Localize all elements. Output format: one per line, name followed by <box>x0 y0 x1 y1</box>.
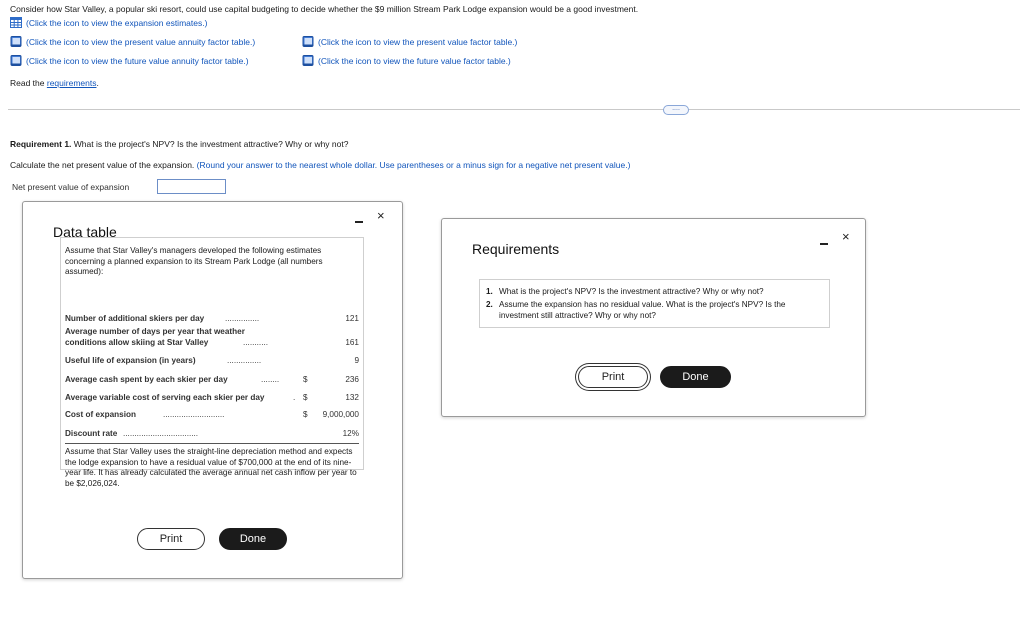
row-leader-dots: . <box>293 393 296 402</box>
book-icon <box>10 55 22 66</box>
requirements-window <box>441 218 866 417</box>
data-table-title: Data table <box>53 224 117 240</box>
npv-input[interactable] <box>157 179 226 194</box>
table-row <box>65 356 359 368</box>
read-prefix: Read the <box>10 78 45 88</box>
data-table-intro: Assume that Star Valley's managers developed the following estimates concerning a planned expansion to its Stream Park Lodge (all numbers assumed): <box>65 246 323 276</box>
row-value: 132 <box>345 393 359 402</box>
requirements-link[interactable]: requirements <box>46 78 97 88</box>
row-leader-dots: ............... <box>227 356 262 365</box>
data-table-outro: Assume that Star Valley uses the straight-line depreciation method and expects the lodge expansion to have a residual value of $700,000 at the end of its nine-year life. It has already calculated the average annual net cash inflow per year to be $2,026,024. <box>65 447 357 488</box>
row-currency: $ <box>303 410 308 419</box>
requirements-list <box>479 279 830 328</box>
minimize-button[interactable] <box>820 233 828 248</box>
table-row <box>65 375 359 387</box>
list-item-text: What is the project's NPV? Is the investment attractive? Why or why not? <box>499 287 764 296</box>
row-label: Average number of days per year that weather <box>65 327 245 336</box>
requirement-1-instruction <box>10 160 630 170</box>
row-value: 121 <box>345 314 359 323</box>
row-label-line2: conditions allow skiing at Star Valley <box>65 338 209 347</box>
print-button[interactable]: Print <box>578 366 648 388</box>
table-row <box>65 410 359 422</box>
read-suffix: . <box>96 78 99 88</box>
table-row <box>65 314 359 326</box>
table-row <box>65 429 359 441</box>
data-table-window <box>22 201 403 579</box>
row-value: 9 <box>354 356 359 365</box>
row-value: 161 <box>345 338 359 347</box>
row-leader-dots: ........... <box>243 338 269 347</box>
list-item-number: 1. <box>486 287 493 296</box>
row-label: Average variable cost of serving each skier per day <box>65 393 265 402</box>
row-value: 9,000,000 <box>322 410 359 419</box>
done-button[interactable]: Done <box>219 528 287 550</box>
expansion-estimates-link[interactable] <box>10 17 207 28</box>
table-divider <box>65 443 359 444</box>
pv-annuity-table-link-text: (Click the icon to view the present value annuity factor table.) <box>26 36 256 47</box>
npv-label: Net present value of expansion <box>12 182 130 192</box>
book-icon <box>302 36 314 47</box>
row-label: Cost of expansion <box>65 410 136 419</box>
row-currency: $ <box>303 375 308 384</box>
row-label: Average cash spent by each skier per day <box>65 375 228 384</box>
row-value: 12% <box>342 429 359 438</box>
requirement-1-question: What is the project's NPV? Is the investment attractive? Why or why not? <box>73 139 349 149</box>
row-leader-dots: ............... <box>225 314 260 323</box>
row-label: Useful life of expansion (in years) <box>65 356 196 365</box>
instruction-hint: (Round your answer to the nearest whole dollar. Use parentheses or a minus sign for a negative net present value.) <box>196 160 631 170</box>
table-row <box>65 327 359 351</box>
fv-factor-table-link-text: (Click the icon to view the future value factor table.) <box>318 55 511 66</box>
fv-factor-table-link[interactable] <box>302 55 511 66</box>
minimize-icon <box>355 221 363 223</box>
pv-annuity-table-link[interactable] <box>10 36 255 47</box>
expand-more-button[interactable]: .... <box>663 105 689 115</box>
row-label: Number of additional skiers per day <box>65 314 205 323</box>
row-value: 236 <box>345 375 359 384</box>
requirement-1-heading <box>10 139 348 149</box>
book-icon <box>302 55 314 66</box>
close-icon: × <box>377 208 385 223</box>
close-button[interactable] <box>842 229 850 244</box>
requirements-title: Requirements <box>472 241 560 257</box>
instruction-main: Calculate the net present value of the expansion. <box>10 160 195 170</box>
close-button[interactable] <box>377 208 385 223</box>
row-label: Discount rate <box>65 429 118 438</box>
read-requirements-line <box>10 78 99 88</box>
close-icon: × <box>842 229 850 244</box>
intro-text: Consider how Star Valley, a popular ski resort, could use capital budgeting to decide whether the $9 million Stream Park Lodge expansion would be a good investment. <box>10 4 639 14</box>
minimize-icon <box>820 243 828 245</box>
data-table-panel <box>60 237 364 488</box>
row-leader-dots: ................................. <box>123 429 199 438</box>
done-button[interactable]: Done <box>660 366 731 388</box>
requirement-1-label: Requirement 1. <box>10 139 72 149</box>
book-icon <box>10 36 22 47</box>
list-item-number: 2. <box>486 300 493 309</box>
pv-factor-table-link-text: (Click the icon to view the present value factor table.) <box>318 36 518 47</box>
list-item-text: Assume the expansion has no residual value. What is the project's NPV? Is the investment still attractive? Why or why not? <box>499 300 786 320</box>
row-leader-dots: ........ <box>261 375 280 384</box>
row-currency: $ <box>303 393 308 402</box>
fv-annuity-table-link-text: (Click the icon to view the future value annuity factor table.) <box>26 55 249 66</box>
row-leader-dots: ........................... <box>163 410 225 419</box>
table-row <box>65 393 359 405</box>
minimize-button[interactable] <box>355 211 363 226</box>
section-divider <box>8 109 1020 110</box>
table-grid-icon <box>10 17 22 28</box>
pv-factor-table-link[interactable] <box>302 36 517 47</box>
fv-annuity-table-link[interactable] <box>10 55 249 66</box>
expansion-estimates-link-text: (Click the icon to view the expansion estimates.) <box>26 17 208 28</box>
print-button[interactable]: Print <box>137 528 205 550</box>
